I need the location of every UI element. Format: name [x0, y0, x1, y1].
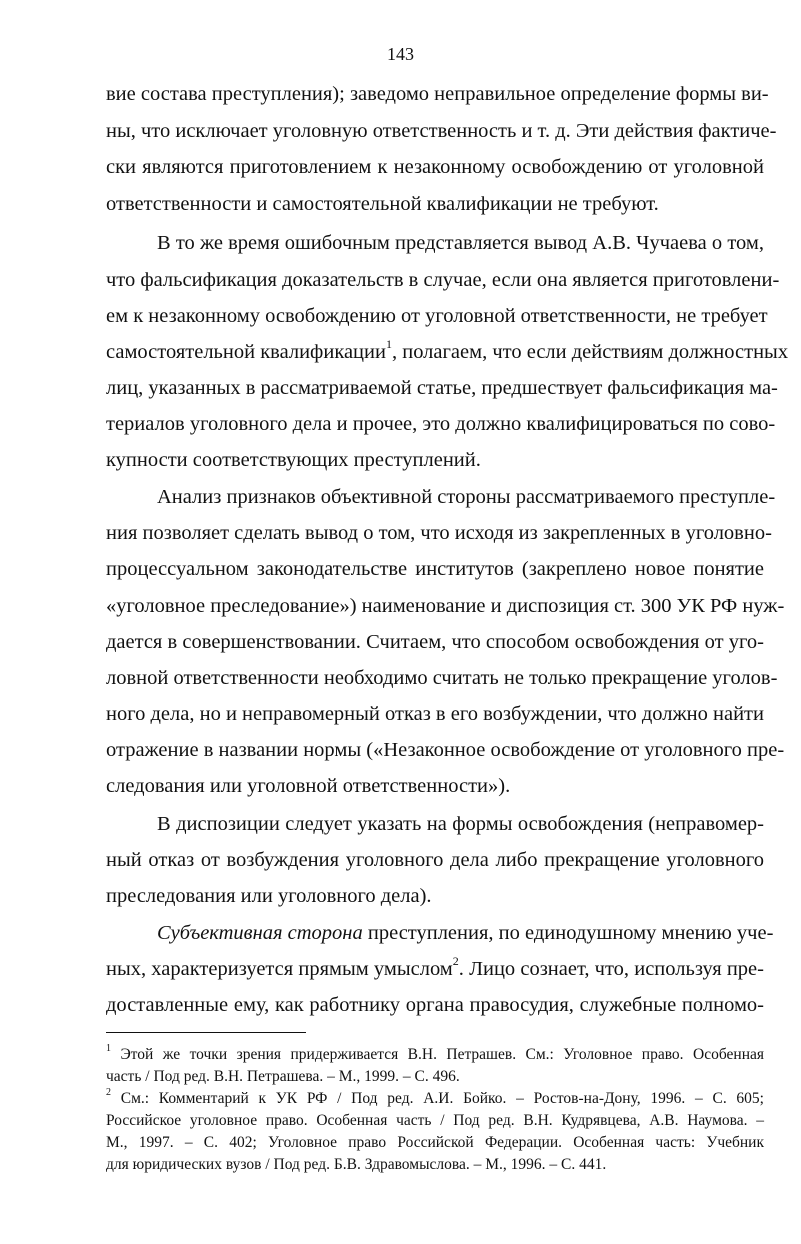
footnote-marker: 1 — [106, 1042, 111, 1054]
body-line: самостоятельной квалификации$^1$, полагаем, что если действиям должностных — [106, 337, 789, 363]
paragraph-first-line: В то же время ошибочным представляется вывод А.В. Чучаева о том, — [157, 232, 764, 254]
footnote-marker: 2 — [106, 1086, 111, 1098]
footnote-separator — [106, 1032, 306, 1033]
body-line: следования или уголовной ответственности»). — [106, 775, 511, 797]
body-line: процессуальном законодательстве институтов (закреплено новое понятие — [106, 558, 764, 580]
page-number: 143 — [387, 44, 414, 64]
body-line: преследования или уголовного дела). — [106, 885, 432, 907]
body-line: ны, что исключает уголовную ответственность и т. д. Эти действия фактиче- — [106, 120, 777, 142]
footnote-line: Российское уголовное право. Особенная часть / Под ред. В.Н. Кудрявцева, А.В. Наумова. – — [106, 1112, 764, 1129]
body-line: ски являются приготовлением к незаконному освобождению от уголовной — [106, 156, 764, 178]
footnote-line: М., 1997. – С. 402; Уголовное право Российской Федерации. Особенная часть: Учебник — [106, 1134, 764, 1151]
body-line: ных, характеризуется прямым умыслом$^2$. Лицо сознает, что, используя пре- — [106, 954, 764, 980]
body-line: лиц, указанных в рассматриваемой статье, предшествует фальсификация ма- — [106, 377, 778, 399]
body-line: купности соответствующих преступлений. — [106, 449, 481, 471]
body-line: териалов уголовного дела и прочее, это должно квалифицироваться по сово- — [106, 413, 776, 435]
footnote-ref[interactable]: 2 — [452, 954, 459, 969]
body-line: доставленные ему, как работнику органа правосудия, служебные полномо- — [106, 994, 764, 1016]
body-line: ответственности и самостоятельной квалификации не требуют. — [106, 193, 659, 215]
body-line: дается в совершенствовании. Считаем, что способом освобождения от уго- — [106, 631, 764, 653]
body-line: что фальсификация доказательств в случае, если она является приготовлени- — [106, 269, 780, 291]
body-line: ем к незаконному освобождению от уголовной ответственности, не требует — [106, 305, 768, 327]
footnote-1: $^1$ Этой же точки зрения придерживается В.Н. Петрашев. См.: Уголовное право. Особенная — [106, 1042, 764, 1063]
body-line: ния позволяет сделать вывод о том, что исходя из закрепленных в уголовно- — [106, 522, 772, 544]
italic-term: Субъективная сторона — [157, 922, 363, 944]
paragraph-first-line: В диспозиции следует указать на формы освобождения (неправомер- — [157, 813, 764, 835]
body-line: «уголовное преследование») наименование и диспозиция ст. 300 УК РФ нуж- — [106, 595, 785, 617]
footnote-2: $^2$ См.: Комментарий к УК РФ / Под ред. А.И. Бойко. – Ростов-на-Дону, 1996. – С. 605; — [106, 1086, 764, 1107]
body-line: ного дела, но и неправомерный отказ в его возбуждении, что должно найти — [106, 703, 764, 725]
paragraph-first-line: Субъективная сторона преступления, по единодушному мнению уче- — [157, 922, 774, 944]
body-line: вие состава преступления); заведомо неправильное определение формы ви- — [106, 83, 769, 105]
footnote-line: часть / Под ред. В.Н. Петрашева. – М., 1999. – С. 496. — [106, 1068, 460, 1085]
footnote-line: для юридических вузов / Под ред. Б.В. Здравомыслова. – М., 1996. – С. 441. — [106, 1156, 607, 1173]
body-line: ловной ответственности необходимо считать не только прекращение уголов- — [106, 667, 778, 689]
footnote-ref[interactable]: 1 — [385, 337, 392, 352]
body-line: отражение в названии нормы («Незаконное освобождение от уголовного пре- — [106, 739, 785, 761]
body-line: ный отказ от возбуждения уголовного дела либо прекращение уголовного — [106, 849, 764, 871]
paragraph-first-line: Анализ признаков объективной стороны рассматриваемого преступле- — [157, 486, 776, 508]
